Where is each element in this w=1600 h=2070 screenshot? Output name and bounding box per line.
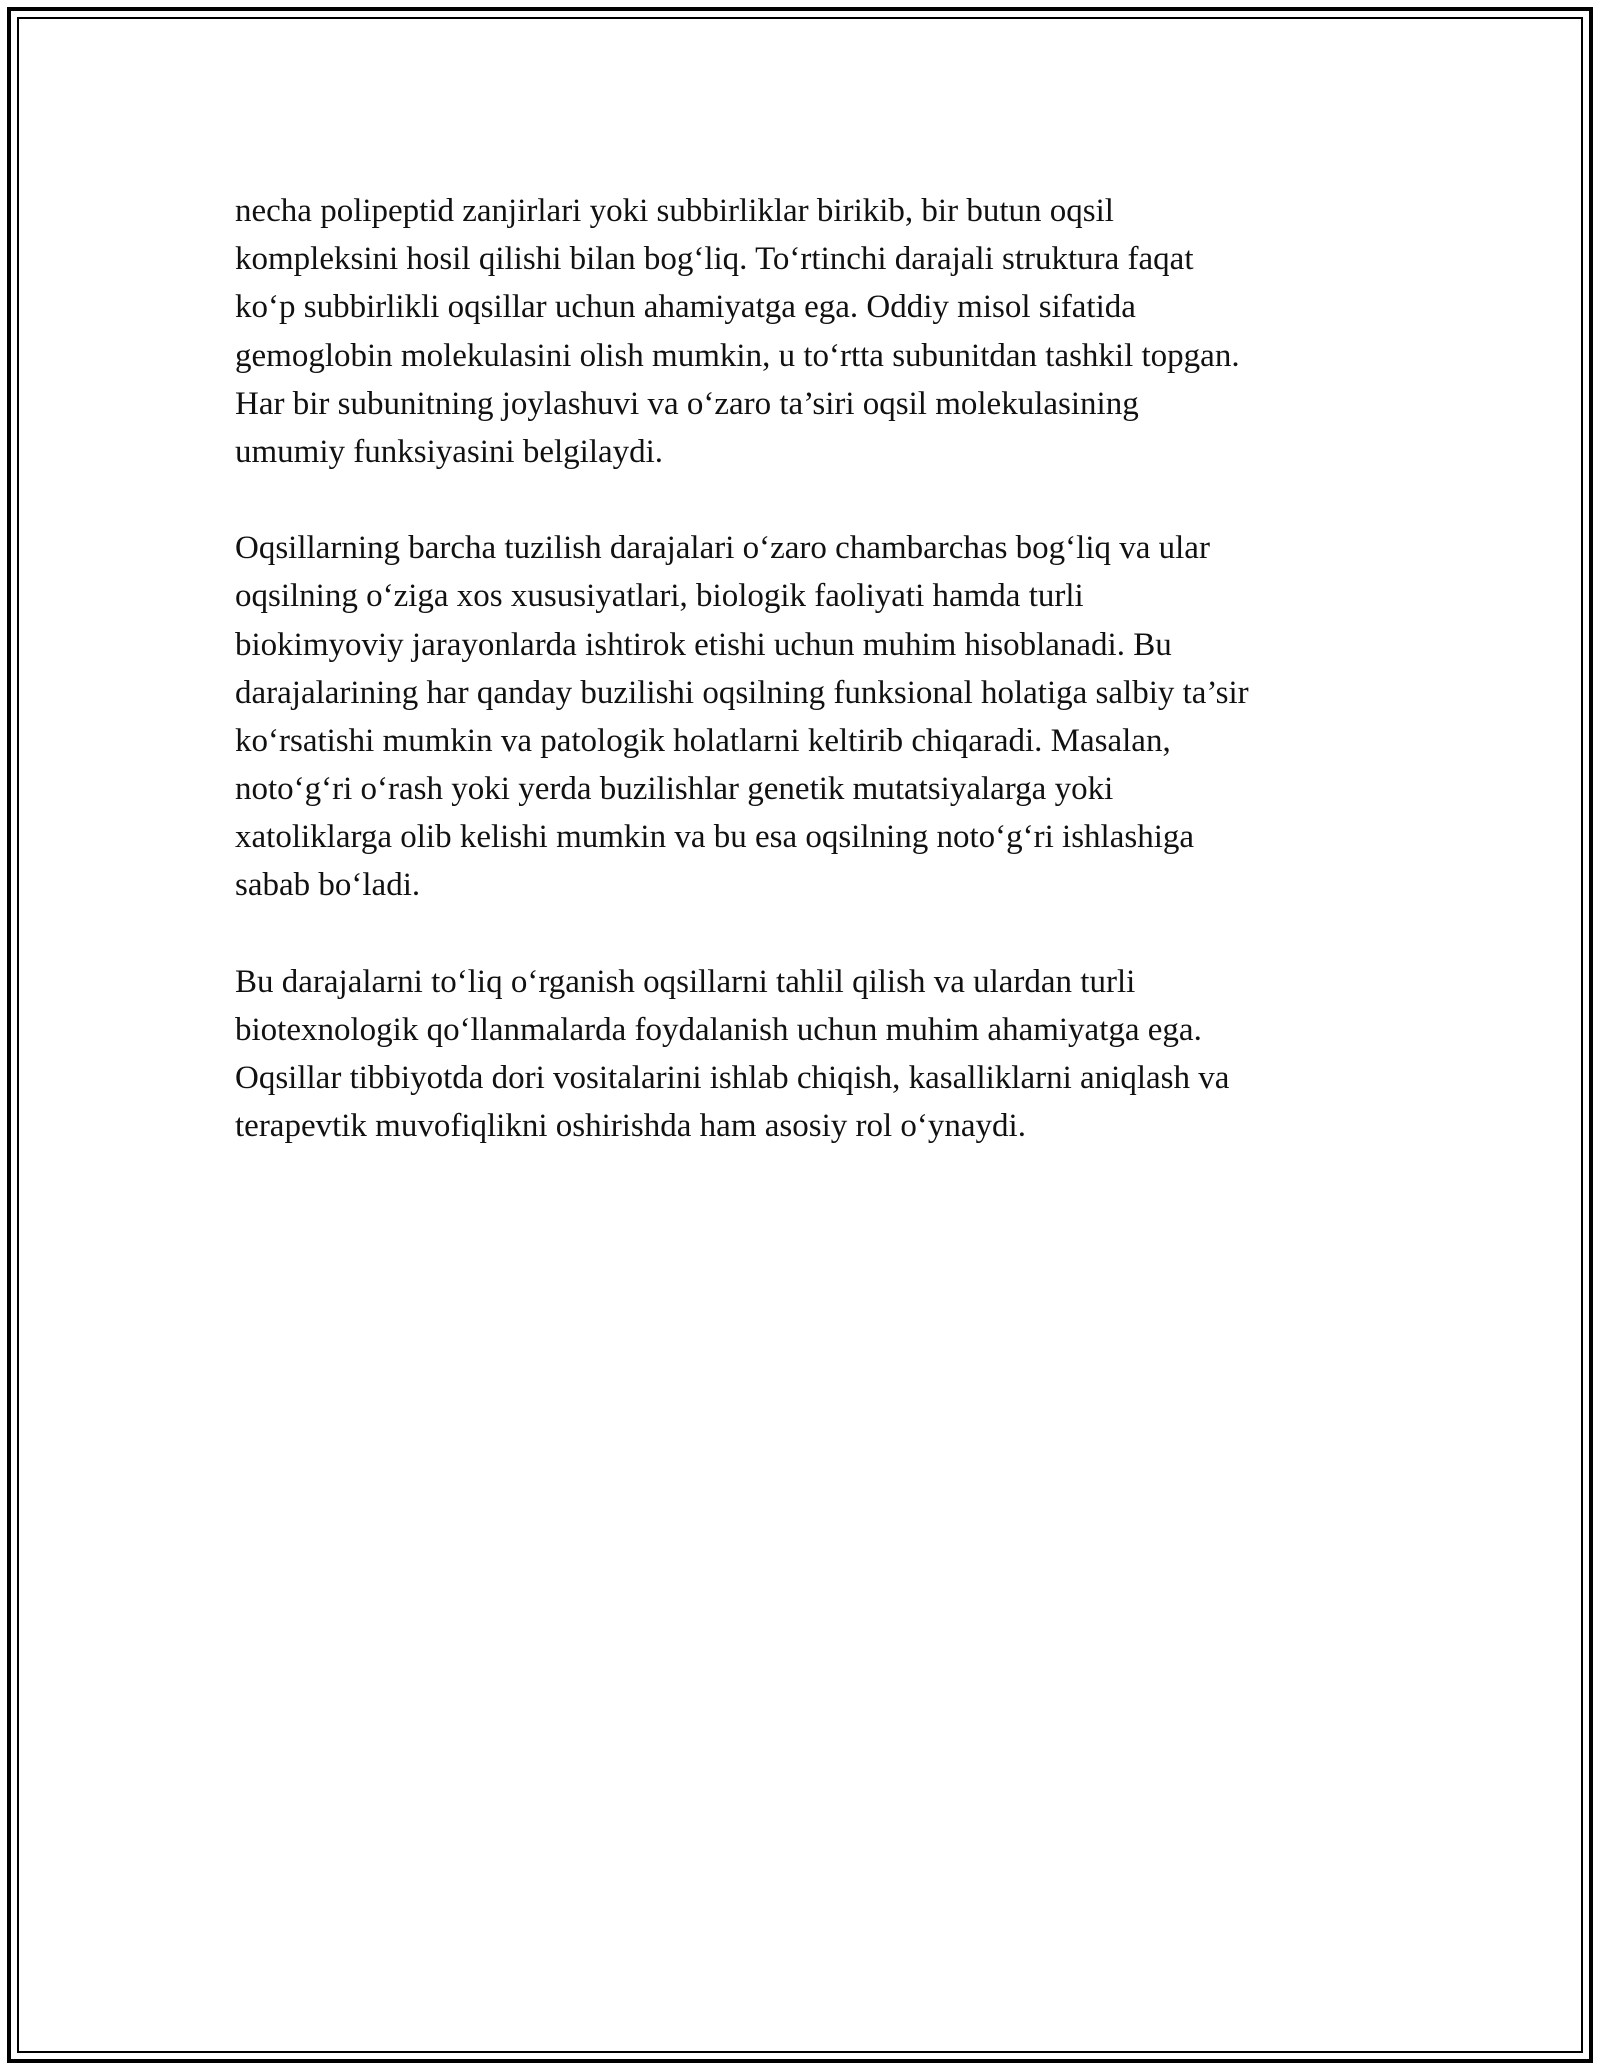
text-line: Oqsillarning barcha tuzilish darajalari o‘zaro chambarchas bog‘liq va ular: [235, 530, 1210, 567]
text-line: terapevtik muvofiqlikni oshirishda ham asosiy rol o‘ynaydi.: [235, 1108, 1026, 1145]
text-line: darajalarining har qanday buzilishi oqsilning funksional holatiga salbiy ta’sir: [235, 674, 1249, 711]
paragraph-3: [235, 958, 1375, 1151]
document-body: [235, 187, 1375, 1198]
text-line: kompleksini hosil qilishi bilan bog‘liq. To‘rtinchi darajali struktura faqat: [235, 241, 1194, 278]
paragraph-2: [235, 524, 1375, 910]
text-line: Bu darajalarni to‘liq o‘rganish oqsillarni tahlil qilish va ulardan turli: [235, 963, 1136, 1000]
text-line: xatoliklarga olib kelishi mumkin va bu esa oqsilning noto‘g‘ri ishlashiga: [235, 819, 1195, 856]
text-line: biotexnologik qo‘llanmalarda foydalanish uchun muhim ahamiyatga ega.: [235, 1011, 1202, 1048]
text-line: biokimyoviy jarayonlarda ishtirok etishi uchun muhim hisoblanadi. Bu: [235, 626, 1172, 663]
text-line: gemoglobin molekulasini olish mumkin, u to‘rtta subunitdan tashkil topgan.: [235, 337, 1240, 374]
text-line: oqsilning o‘ziga xos xususiyatlari, biologik faoliyati hamda turli: [235, 578, 1084, 615]
text-line: sabab bo‘ladi.: [235, 867, 421, 904]
text-line: Oqsillar tibbiyotda dori vositalarini ishlab chiqish, kasalliklarni aniqlash va: [235, 1060, 1230, 1096]
text-line: ko‘p subbirlikli oqsillar uchun ahamiyatga ega. Oddiy misol sifatida: [235, 289, 1136, 326]
text-line: noto‘g‘ri o‘rash yoki yerda buzilishlar genetik mutatsiyalarga yoki: [235, 771, 1114, 808]
text-line: ko‘rsatishi mumkin va patologik holatlarni keltirib chiqaradi. Masalan,: [235, 722, 1171, 759]
text-line: Har bir subunitning joylashuvi va o‘zaro ta’siri oqsil molekulasining: [235, 385, 1139, 422]
paragraph-1: [235, 187, 1375, 476]
text-line: necha polipeptid zanjirlari yoki subbirliklar birikib, bir butun oqsil: [235, 193, 1114, 229]
text-line: umumiy funksiyasini belgilaydi.: [235, 433, 664, 470]
